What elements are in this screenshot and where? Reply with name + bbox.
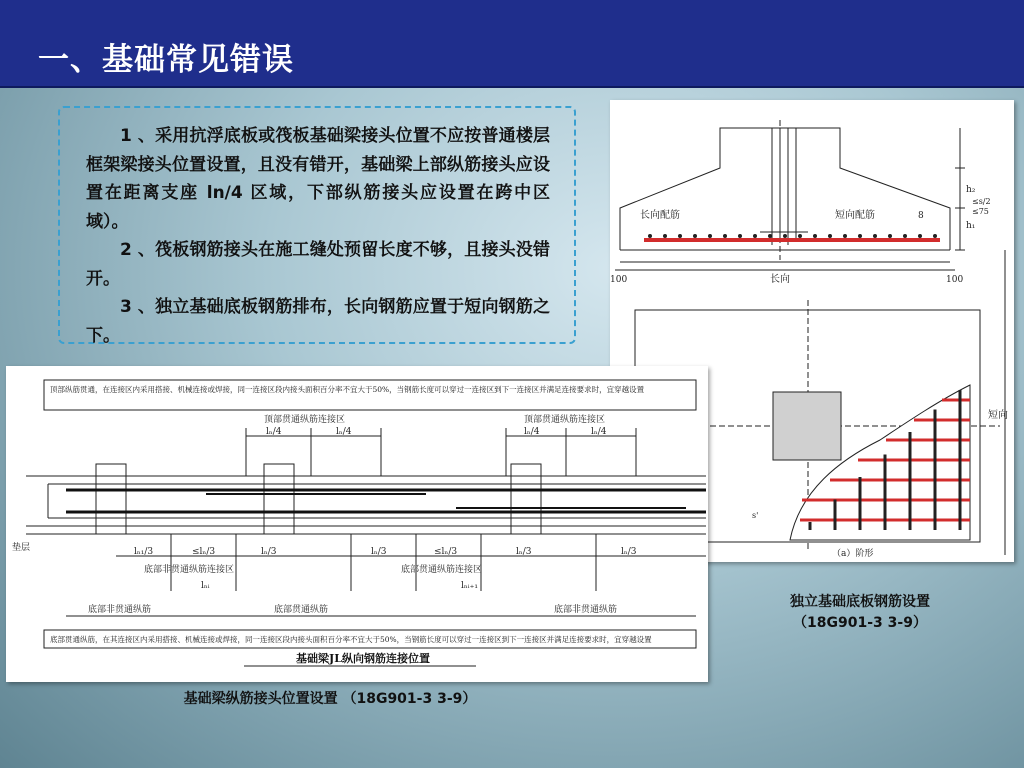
ln3-label-a: lₙ₁/3 (134, 547, 154, 557)
ln3-label-e: ≤lₙ/3 (434, 547, 458, 557)
footing-caption-line2: （18G901-3 3-9） (793, 615, 927, 631)
rebar-dot (918, 234, 922, 238)
beam-drawing-panel (6, 366, 708, 682)
rebar-dot (768, 234, 772, 238)
short-direction-label: 短向 (988, 410, 1008, 421)
ln4-label-1: lₙ/4 (266, 427, 282, 437)
bottom-zone-left: 底部非贯通纵筋连接区 (144, 565, 235, 575)
rebar-dot (843, 234, 847, 238)
ln4-label-3: lₙ/4 (524, 427, 540, 437)
dim-100-left: 100 (610, 275, 628, 285)
dim-h1: h₁ (966, 221, 976, 231)
sub-label-a: （a）阶形 (832, 549, 874, 559)
dim-s-half: ≤s/2 (972, 197, 991, 206)
dim-le75: ≤75 (972, 207, 989, 216)
ln3-label-d: lₙ/3 (371, 547, 387, 557)
top-zone-label-right: 顶部贯通纵筋连接区 (524, 415, 606, 425)
rebar-dot (873, 234, 877, 238)
rebar-dot (858, 234, 862, 238)
rebar-dot (723, 234, 727, 238)
rebar-dot (678, 234, 682, 238)
rebar-dot (828, 234, 832, 238)
rebar-dot (708, 234, 712, 238)
footing-caption (730, 592, 990, 634)
title-bar (0, 0, 1024, 88)
bottom-note: 底部贯通纵筋，在其连接区内采用搭接、机械连接或焊接，同一连接区段内接头面积百分率不宜大于50%，当钢筋长度可以穿过一连接区到下一连接区并满足连接要求时，宜穿越设置 (50, 635, 652, 644)
rebar-dot (783, 234, 787, 238)
ln3-label-g: lₙ/3 (621, 547, 637, 557)
ln3-label-c: lₙ/3 (261, 547, 277, 557)
dim-h2: h₂ (966, 185, 976, 195)
beam-caption: 基础梁纵筋接头位置设置 （18G901-3 3-9） (183, 691, 477, 707)
lni-left: lₙᵢ (201, 581, 210, 591)
bottom-nonthrough-label: 底部非贯通纵筋 (88, 605, 152, 615)
rebar-dot (933, 234, 937, 238)
cushion-label: 垫层 (12, 543, 31, 553)
note-2: 2 、筏板钢筋接头在施工缝处预留长度不够，且接头没错开。 (86, 240, 550, 289)
rebar-dot (888, 234, 892, 238)
rebar-dot (648, 234, 652, 238)
note-3: 3 、独立基础底板钢筋排布，长向钢筋应置于短向钢筋之下。 (86, 297, 550, 346)
top-zone-label: 顶部贯通纵筋连接区 (264, 415, 346, 425)
ln4-label-4: lₙ/4 (591, 427, 607, 437)
rebar-dot (663, 234, 667, 238)
rebar-dot (903, 234, 907, 238)
ln4-label-2: lₙ/4 (336, 427, 352, 437)
short-bar-label: 短向配筋 (835, 210, 875, 221)
ln3-label-f: lₙ/3 (516, 547, 532, 557)
beam-drawing (6, 366, 708, 682)
notes-box (58, 106, 576, 344)
rebar-dot (798, 234, 802, 238)
top-note: 顶部纵筋贯通，在连接区内采用搭接、机械连接或焊接，同一连接区段内接头面积百分率不宜大于50%，当钢筋长度可以穿过一连接区到下一连接区并满足连接要求时，宜穿越设置 (50, 385, 645, 394)
beam-drawing-title: 基础梁JL纵向钢筋连接位置 (296, 652, 430, 665)
page-title: 一、基础常见错误 (38, 42, 294, 78)
bottom-nonthrough-label-2: 底部非贯通纵筋 (554, 605, 618, 615)
dim-s-prime: s' (752, 511, 759, 520)
lni-right: lₙᵢ₊₁ (461, 581, 478, 591)
rebar-dot (738, 234, 742, 238)
footing-caption-line1: 独立基础底板钢筋设置 (790, 594, 930, 610)
ln3-label-b: ≤lₙ/3 (192, 547, 216, 557)
bottom-zone-right: 底部贯通纵筋连接区 (401, 565, 483, 575)
bottom-through-label: 底部贯通纵筋 (274, 605, 329, 615)
long-bar-label: 长向配筋 (640, 210, 680, 221)
dim-100-right: 100 (946, 275, 964, 285)
rebar-dot (753, 234, 757, 238)
rebar-dot (813, 234, 817, 238)
dim-8: 8 (918, 211, 924, 221)
rebar-dot (693, 234, 697, 238)
note-1: 1 、采用抗浮底板或筏板基础梁接头位置不应按普通楼层框架梁接头位置设置，且没有错开，基础梁上部纵筋接头应设置在距离支座 ln/4 区域，下部纵筋接头应设置在跨中区域）。 (86, 126, 550, 232)
long-direction-label: 长向 (770, 274, 790, 285)
